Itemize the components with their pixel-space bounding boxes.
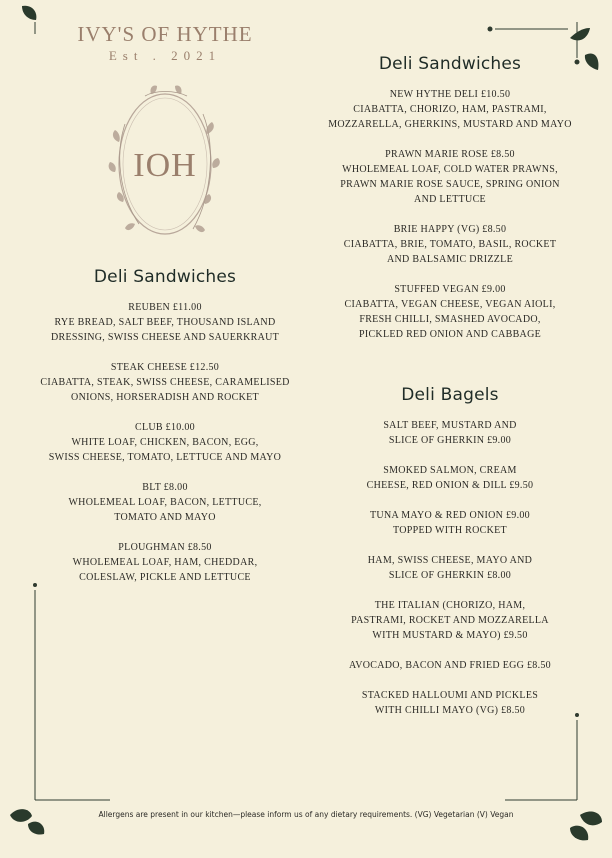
allergen-footer: Allergens are present in our kitchen—please inform us of any dietary requirements. (VG) Vegetarian (V) Vegan — [98, 810, 514, 819]
menu-item-title: THE ITALIAN (CHORIZO, HAM, — [374, 600, 526, 611]
menu-item-description: WHOLEMEAL LOAF, BACON, LETTUCE, — [68, 497, 262, 508]
menu-item-description: DRESSING, SWISS CHEESE AND SAUERKRAUT — [50, 332, 280, 343]
menu-item-description: WHITE LOAF, CHICKEN, BACON, EGG, — [71, 437, 259, 448]
menu-item — [322, 222, 578, 267]
menu-item — [322, 553, 578, 583]
menu-item-title: PRAWN MARIE ROSE £8.50 — [385, 149, 515, 160]
menu-item-title: NEW HYTHE DELI £10.50 — [389, 89, 511, 100]
menu-item — [40, 420, 290, 465]
menu-item-description: CHEESE, RED ONION & DILL £9.50 — [366, 480, 534, 491]
menu-item-description: CIABATTA, VEGAN CHEESE, VEGAN AIOLI, — [344, 299, 556, 310]
menu-item — [40, 540, 290, 585]
logo-monogram: IOH — [133, 147, 197, 184]
menu-item-title: STACKED HALLOUMI AND PICKLES — [361, 690, 539, 701]
section-heading: Deli Sandwiches — [378, 54, 522, 74]
menu-item-title: SMOKED SALMON, CREAM — [383, 465, 517, 476]
menu-item-description: RYE BREAD, SALT BEEF, THOUSAND ISLAND — [54, 317, 276, 328]
ivy-wreath-logo — [95, 84, 235, 244]
menu-item — [322, 463, 578, 493]
menu-item-description: PRAWN MARIE ROSE SAUCE, SPRING ONION — [340, 179, 560, 190]
right-top-menu-section — [322, 54, 578, 357]
menu-item-title: BRIE HAPPY (VG) £8.50 — [393, 224, 507, 235]
menu-items — [322, 87, 578, 342]
menu-item — [322, 147, 578, 207]
menu-item — [322, 87, 578, 132]
menu-item-description: TOMATO AND MAYO — [114, 512, 216, 523]
menu-item-title: BLT £8.00 — [142, 482, 188, 493]
menu-item — [322, 282, 578, 342]
menu-item-description: SLICE OF GHERKIN £8.00 — [388, 570, 512, 581]
menu-item-description: AND BALSAMIC DRIZZLE — [387, 254, 513, 265]
section-heading: Deli Bagels — [401, 385, 499, 405]
menu-item-description: FRESH CHILLI, SMASHED AVOCADO, — [359, 314, 541, 325]
brand-header — [40, 22, 290, 64]
menu-item — [40, 480, 290, 525]
brand-name: IVY'S OF HYTHE — [77, 22, 253, 46]
right-bottom-menu-section — [322, 385, 578, 733]
menu-item-description: SWISS CHEESE, TOMATO, LETTUCE AND MAYO — [48, 452, 282, 463]
menu-item-description: SLICE OF GHERKIN £9.00 — [388, 435, 512, 446]
section-heading: Deli Sandwiches — [93, 267, 237, 287]
menu-item-description: WHOLEMEAL LOAF, HAM, CHEDDAR, — [72, 557, 258, 568]
left-menu-section — [40, 267, 290, 600]
menu-item-title: SALT BEEF, MUSTARD AND — [383, 420, 517, 431]
menu-item — [40, 300, 290, 345]
menu-item-description: CIABATTA, BRIE, TOMATO, BASIL, ROCKET — [343, 239, 557, 250]
menu-item — [322, 598, 578, 643]
menu-item-description: WHOLEMEAL LOAF, COLD WATER PRAWNS, — [342, 164, 558, 175]
menu-item — [322, 688, 578, 718]
menu-item-description: CIABATTA, STEAK, SWISS CHEESE, CARAMELISED — [40, 377, 290, 388]
menu-item — [322, 658, 578, 673]
menu-item-title: PLOUGHMAN £8.50 — [118, 542, 212, 553]
menu-item-description: PASTRAMI, ROCKET AND MOZZARELLA — [351, 615, 549, 626]
menu-item-title: HAM, SWISS CHEESE, MAYO AND — [367, 555, 533, 566]
menu-item-title: TUNA MAYO & RED ONION £9.00 — [370, 510, 530, 521]
brand-established: Est . 2021 — [108, 48, 222, 63]
menu-item-description: CIABATTA, CHORIZO, HAM, PASTRAMI, — [353, 104, 547, 115]
menu-item-description: WITH MUSTARD & MAYO) £9.50 — [372, 630, 528, 641]
menu-items — [322, 418, 578, 718]
menu-item — [40, 360, 290, 405]
menu-item — [322, 508, 578, 538]
menu-item-title: CLUB £10.00 — [135, 422, 195, 433]
menu-item-description: PICKLED RED ONION AND CABBAGE — [358, 329, 542, 340]
menu-item-description: MOZZARELLA, GHERKINS, MUSTARD AND MAYO — [328, 119, 572, 130]
menu-items — [40, 300, 290, 585]
menu-item — [322, 418, 578, 448]
menu-item-title: STEAK CHEESE £12.50 — [110, 362, 220, 373]
menu-item-title: STUFFED VEGAN £9.00 — [394, 284, 506, 295]
menu-item-description: AND LETTUCE — [414, 194, 486, 205]
menu-item-title: AVOCADO, BACON AND FRIED EGG £8.50 — [349, 660, 551, 671]
menu-item-title: REUBEN £11.00 — [128, 302, 202, 313]
menu-item-description: ONIONS, HORSERADISH AND ROCKET — [71, 392, 259, 403]
menu-item-description: TOPPED WITH ROCKET — [393, 525, 507, 536]
menu-item-description: COLESLAW, PICKLE AND LETTUCE — [79, 572, 251, 583]
menu-item-description: WITH CHILLI MAYO (VG) £8.50 — [374, 705, 526, 716]
